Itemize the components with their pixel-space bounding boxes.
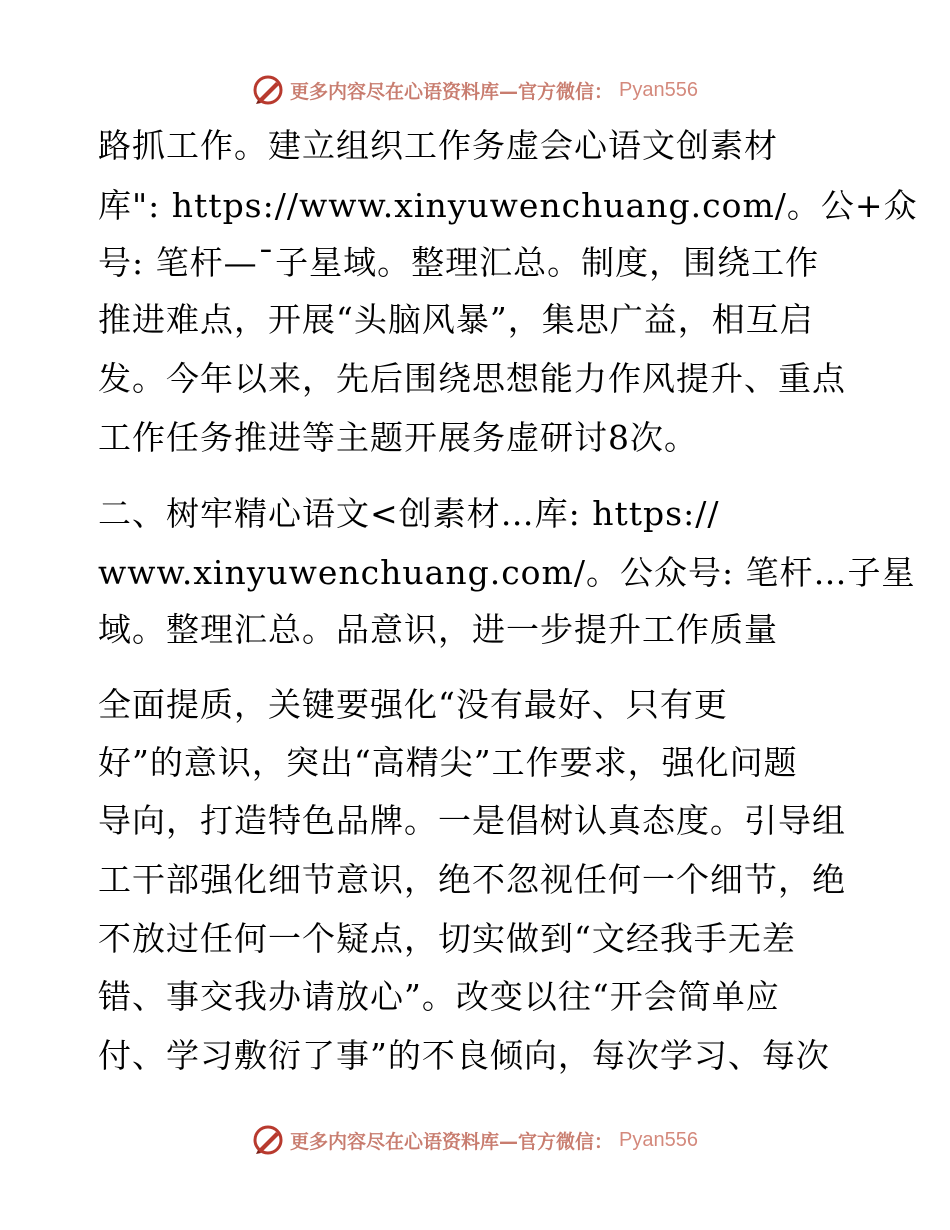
text-line: 号: 笔杆—¯子星域。整理汇总。制度，围绕工作 <box>98 243 820 282</box>
pen-logo-icon <box>252 1124 284 1156</box>
text-line: 工作任务推进等主题开展务虚研讨8次。 <box>98 418 698 457</box>
section-heading-line: 二、树牢精心语文<创素材…库: https:// <box>98 494 720 533</box>
text-line: 付、学习敷衍了事”的不良倾向，每次学习、每次 <box>98 1036 830 1075</box>
text-line: 推进难点，开展“头脑风暴”，集思广益，相互启 <box>98 300 814 339</box>
text-line: www.xinyuwenchuang.com/。公众号: 笔杆…子星 <box>98 553 916 592</box>
header-wechat-id: Pyan556 <box>619 78 698 101</box>
header-banner-text: 更多内容尽在心语资料库—官方微信： <box>290 80 614 103</box>
text-line: 错、事交我办请放心”。改变以往“开会简单应 <box>98 977 780 1016</box>
text-line: 路抓工作。建立组织工作务虚会心语文创素材 <box>98 126 778 165</box>
text-line: 域。整理汇总。品意识，进一步提升工作质量 <box>98 610 778 649</box>
text-line: 库": https://www.xinyuwenchuang.com/。公+众 <box>98 186 918 225</box>
text-line: 导向，打造特色品牌。一是倡树认真态度。引导组 <box>98 801 846 840</box>
text-line: 好”的意识，突出“高精尖”工作要求，强化问题 <box>98 743 798 782</box>
text-line: 工干部强化细节意识，绝不忽视任何一个细节，绝 <box>98 860 846 899</box>
footer-wechat-id: Pyan556 <box>619 1128 698 1151</box>
footer-banner <box>0 1120 950 1160</box>
text-line: 不放过任何一个疑点，切实做到“文经我手无差 <box>98 919 796 958</box>
footer-banner-text: 更多内容尽在心语资料库—官方微信： <box>290 1130 614 1153</box>
paragraph-start-line: 全面提质，关键要强化“没有最好、只有更 <box>98 685 728 724</box>
text-line: 发。今年以来，先后围绕思想能力作风提升、重点 <box>98 359 846 398</box>
